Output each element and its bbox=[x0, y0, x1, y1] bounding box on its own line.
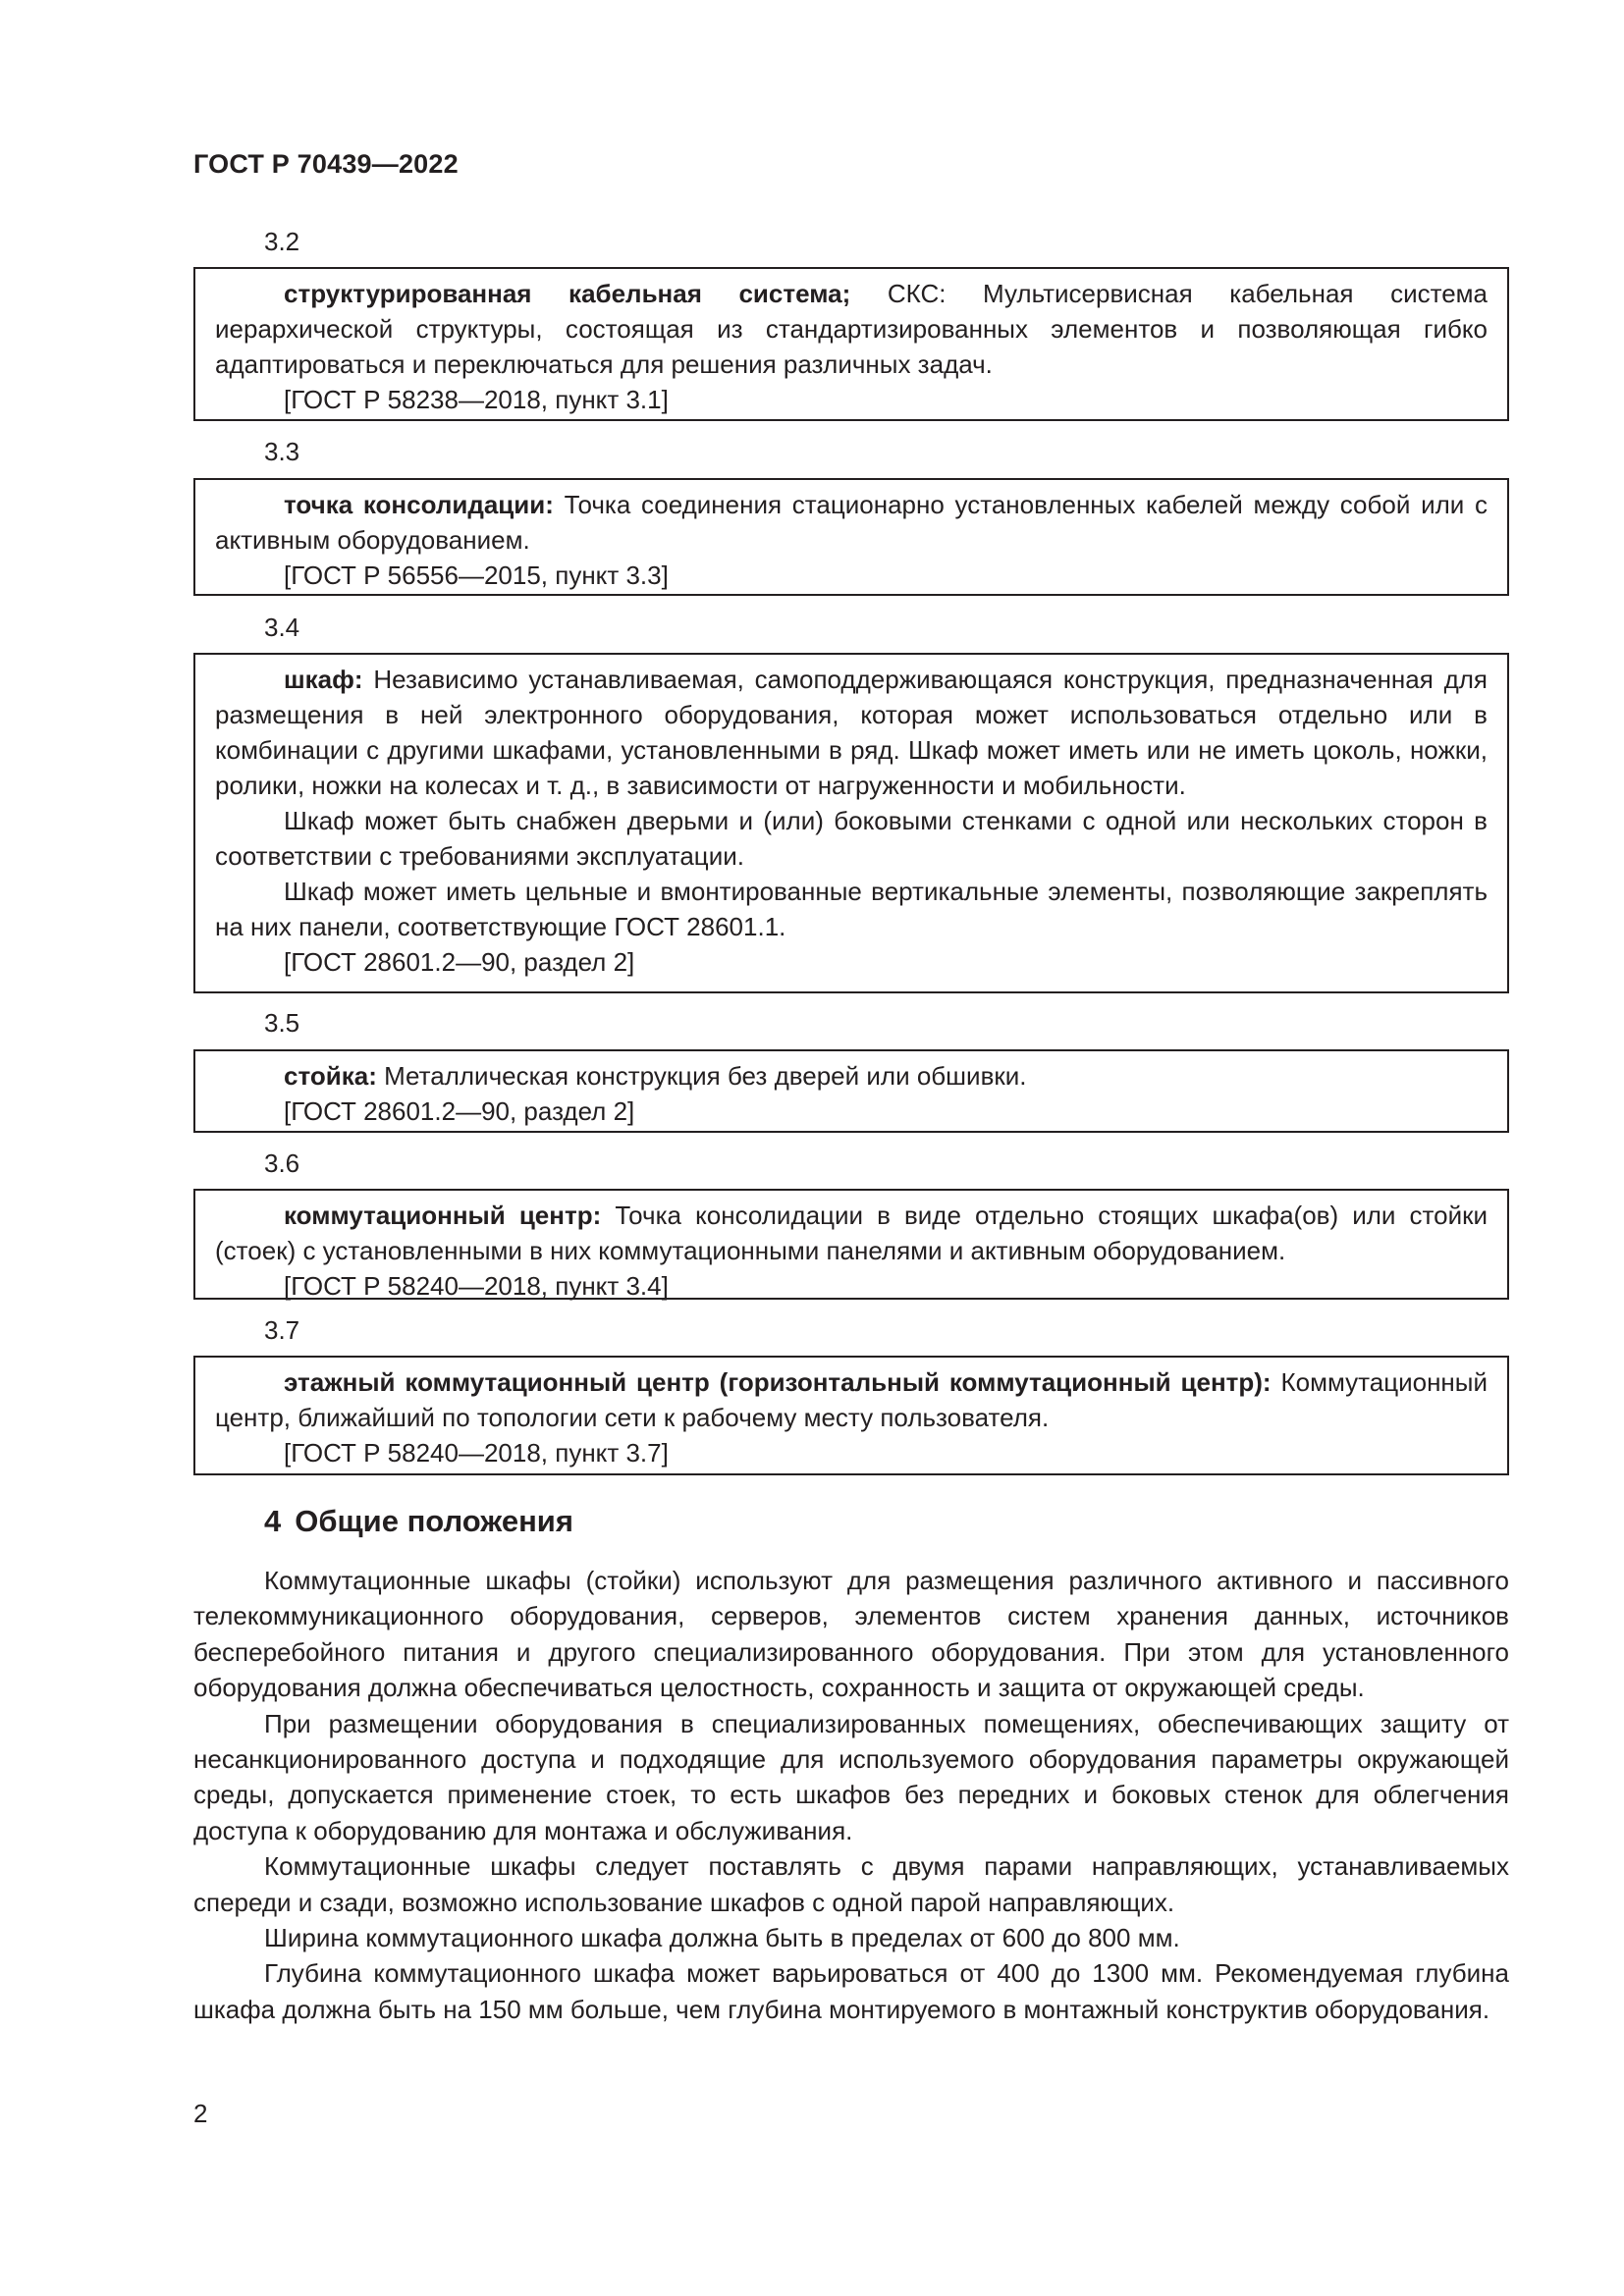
definition-text bbox=[215, 1198, 1488, 1268]
term-name: этажный коммутационный центр (горизонтальный коммутационный центр): bbox=[284, 1367, 1272, 1397]
term-definition: Коммутационный центр, ближайший по топологии сети к рабочему месту пользователя. bbox=[215, 1367, 1488, 1432]
term-definition: Независимо устанавливаемая, самоподдерживающаяся конструкция, предназначенная для размещения в ней электронного оборудования, которая может использоваться отдельно или в комбинации с другими шкафами, установленными в ряд. Шкаф может иметь или не иметь цоколь, ножки, ролики, ножки на колесах и т. д., в зависимости от нагруженности и мобильности. bbox=[215, 665, 1488, 800]
term-definition: СКС: Мультисервисная кабельная система иерархической структуры, состоящая из стандартизированных элементов и позволяющая гибко адаптироваться и переключаться для решения различных задач. bbox=[215, 279, 1488, 379]
term-name: коммутационный центр: bbox=[284, 1201, 602, 1230]
term-definition: Металлическая конструкция без дверей или обшивки. bbox=[376, 1061, 1027, 1091]
section-body bbox=[193, 1563, 1509, 2027]
term-definition-box bbox=[193, 478, 1509, 596]
term-number: 3.7 bbox=[264, 1315, 300, 1345]
definition-text bbox=[215, 487, 1488, 558]
document-code: ГОСТ Р 70439—2022 bbox=[193, 149, 459, 179]
term-number: 3.2 bbox=[264, 227, 300, 256]
definition-text bbox=[215, 662, 1488, 803]
body-paragraph: Коммутационные шкафы (стойки) используют для размещения различного активного и пассивного телекоммуникационного оборудования, серверов, элементов систем хранения данных, источников бесперебойного питания и другого специализированного оборудования. При этом для установленного оборудования должна обеспечиваться целостность, сохранность и защита от окружающей среды. bbox=[193, 1566, 1509, 1703]
source-reference: [ГОСТ 28601.2—90, раздел 2] bbox=[284, 1096, 635, 1126]
body-paragraph: Коммутационные шкафы следует поставлять с двумя парами направляющих, устанавливаемых спереди и сзади, возможно использование шкафов с одной парой направляющих. bbox=[193, 1851, 1509, 1917]
section-number: 4 bbox=[264, 1504, 282, 1538]
page-number: 2 bbox=[193, 2099, 208, 2128]
term-definition: Точка консолидации в виде отдельно стоящих шкафа(ов) или стойки (стоек) с установленными в них коммутационными панелями и активным оборудованием. bbox=[215, 1201, 1488, 1265]
body-paragraph: Ширина коммутационного шкафа должна быть в пределах от 600 до 800 мм. bbox=[264, 1923, 1180, 1953]
term-number: 3.6 bbox=[264, 1148, 300, 1178]
term-number: 3.3 bbox=[264, 437, 300, 466]
source-reference: [ГОСТ Р 56556—2015, пункт 3.3] bbox=[284, 561, 669, 590]
body-paragraph: Глубина коммутационного шкафа может варьироваться от 400 до 1300 мм. Рекомендуемая глубина шкафа должна быть на 150 мм больше, чем глубина монтируемого в монтажный конструктив оборудования. bbox=[193, 1958, 1509, 2024]
section-heading bbox=[264, 1504, 573, 1539]
definition-text bbox=[215, 276, 1488, 382]
term-name: стойка: bbox=[284, 1061, 377, 1091]
source-reference: [ГОСТ Р 58238—2018, пункт 3.1] bbox=[284, 385, 669, 414]
definition-note: Шкаф может быть снабжен дверьми и (или) боковыми стенками с одной или нескольких сторон в соответствии с требованиями эксплуатации. bbox=[215, 806, 1488, 871]
source-reference: [ГОСТ Р 58240—2018, пункт 3.4] bbox=[284, 1271, 669, 1301]
source-reference: [ГОСТ 28601.2—90, раздел 2] bbox=[284, 947, 635, 977]
term-definition-box bbox=[193, 1189, 1509, 1300]
section-title: Общие положения bbox=[295, 1504, 573, 1538]
term-name: шкаф: bbox=[284, 665, 363, 694]
term-definition-box bbox=[193, 1356, 1509, 1475]
term-name: структурированная кабельная система; bbox=[284, 279, 851, 308]
body-paragraph: При размещении оборудования в специализированных помещениях, обеспечивающих защиту от несанкционированного доступа и подходящие для используемого оборудования параметры окружающей среды, допускается применение стоек, то есть шкафов без передних и боковых стенок для облегчения доступа к оборудованию для монтажа и обслуживания. bbox=[193, 1708, 1509, 1845]
term-name: точка консолидации: bbox=[284, 490, 554, 519]
term-definition-box bbox=[193, 1049, 1509, 1133]
term-definition: Точка соединения стационарно установленных кабелей между собой или с активным оборудованием. bbox=[215, 490, 1488, 555]
term-definition-box bbox=[193, 267, 1509, 421]
term-number: 3.4 bbox=[264, 613, 300, 642]
term-number: 3.5 bbox=[264, 1008, 300, 1038]
term-definition-box bbox=[193, 653, 1509, 993]
definition-note: Шкаф может иметь цельные и вмонтированные вертикальные элементы, позволяющие закреплять на них панели, соответствующие ГОСТ 28601.1. bbox=[215, 877, 1488, 941]
definition-text bbox=[215, 1058, 1488, 1094]
definition-text bbox=[215, 1364, 1488, 1435]
source-reference: [ГОСТ Р 58240—2018, пункт 3.7] bbox=[284, 1438, 669, 1468]
